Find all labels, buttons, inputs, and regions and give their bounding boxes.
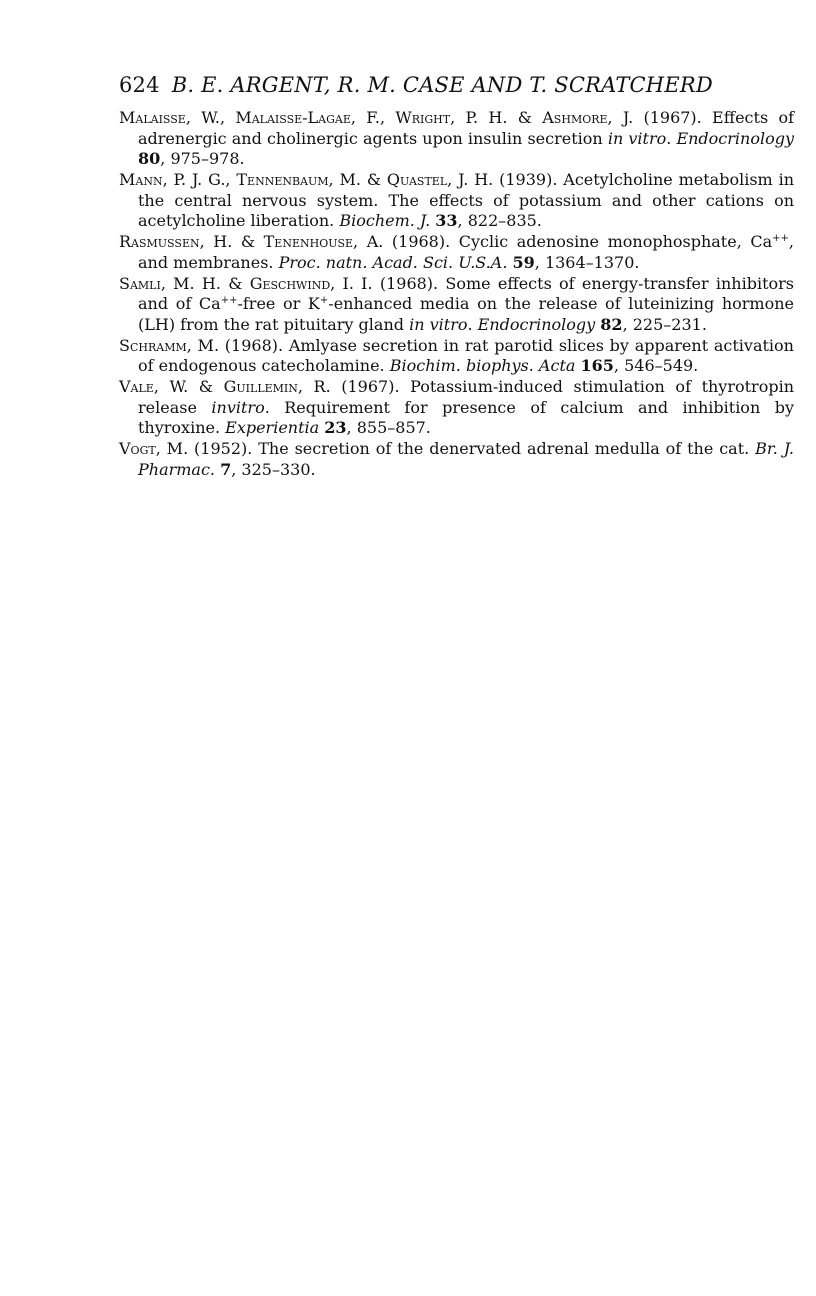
reference-vogt-1952: Vogt, M. (1952). The secretion of the denervated adrenal medulla of the cat. Br. J. Pharmac. 7, 325–330.: [119, 439, 794, 479]
reference-mann-1939: Mann, P. J. G., Tennenbaum, M. & Quastel, J. H. (1939). Acetylcholine metabolism in the central nervous system. The effects of potassium and other cations on acetylcholine liberation. Biochem. J. 33, 822–835.: [119, 170, 794, 230]
reference-malaisse-1967: Malaisse, W., Malaisse-Lagae, F., Wright, P. H. & Ashmore, J. (1967). Effects of adrenergic and cholinergic agents upon insulin secretion in vitro. Endocrinology 80, 975–978.: [119, 108, 795, 168]
reference-vale-1967: Vale, W. & Guillemin, R. (1967). Potassium-induced stimulation of thyrotropin release invitro. Requirement for presence of calcium and inhibition by thyroxine. Experientia 23, 855–857.: [119, 377, 795, 437]
reference-list: [119, 108, 794, 480]
reference-samli-1968: Samli, M. H. & Geschwind, I. I. (1968). Some effects of energy-transfer inhibitors and of Ca++-free or K+-enhanced media on the release of luteinizing hormone (LH) from the rat pituitary gland in vitro. Endocrinology 82, 225–231.: [119, 273, 795, 334]
page-number: 624: [119, 73, 160, 97]
page: [119, 72, 794, 481]
reference-rasmussen-1968: Rasmussen, H. & Tenenhouse, A. (1968). Cyclic adenosine monophosphate, Ca++, and membranes. Proc. natn. Acad. Sci. U.S.A. 59, 1364–1370.: [119, 232, 794, 272]
running-head: [119, 72, 794, 98]
running-head-authors: B. E. ARGENT, R. M. CASE AND T. SCRATCHERD: [171, 73, 713, 97]
reference-schramm-1968: Schramm, M. (1968). Amlyase secretion in rat parotid slices by apparent activation of endogenous catecholamine. Biochim. biophys. Acta 165, 546–549.: [119, 335, 794, 375]
